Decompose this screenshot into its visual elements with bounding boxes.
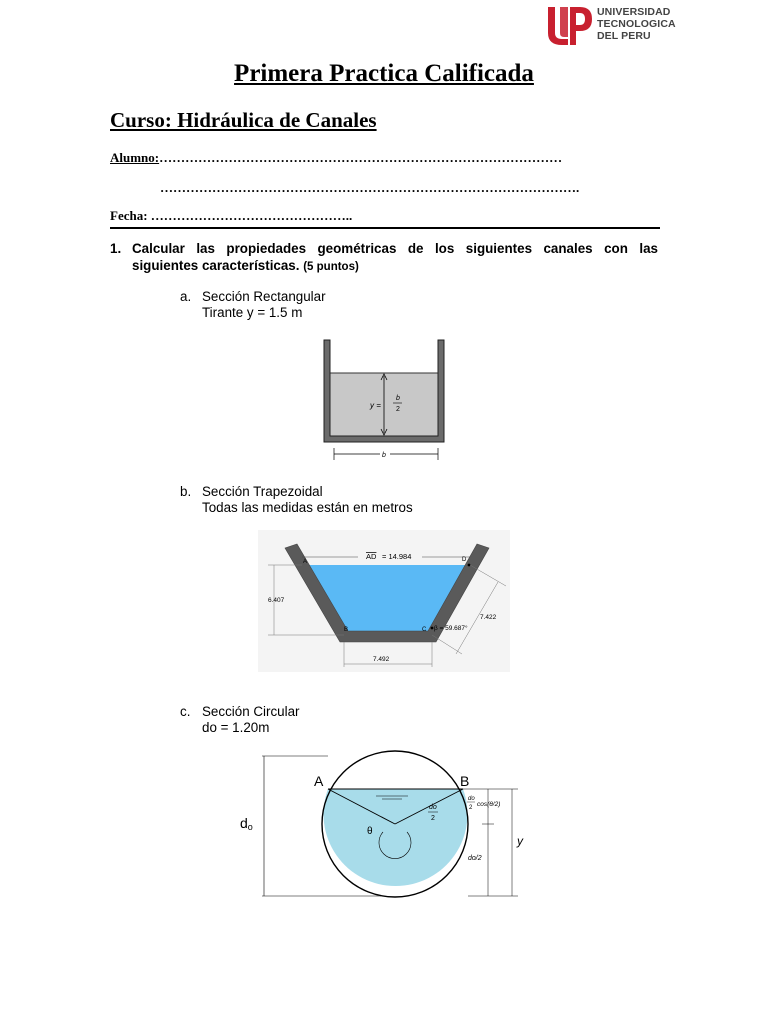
circ-do-letter: d [240,815,248,831]
circ-half-num: do [429,804,437,811]
alumno-label: Alumno: [110,150,160,165]
student-name-field [110,150,562,166]
circ-half-den: 2 [431,815,435,822]
fecha-label: Fecha: [110,208,148,223]
trap-point-a: A [303,559,308,565]
circ-theta-label: θ [367,826,373,837]
logo-line-3: DEL PERU [597,30,651,42]
alumno-dots: ………………………………………………………………………………… [159,150,563,165]
item-b [180,484,413,516]
logo-text [597,6,676,42]
item-title: Sección Trapezoidal [202,484,323,499]
item-a [180,289,326,321]
circ-do-subscript: o [247,822,253,832]
item-c [180,704,300,736]
trap-ad-value: = 14.984 [382,552,412,561]
date-field [110,208,352,224]
circ-point-a: A [314,773,324,789]
trap-point-c-marker [431,627,434,630]
rect-frac-num: b [396,395,400,402]
utp-logo-icon [546,3,594,47]
trap-point-d: D [462,557,467,563]
trap-point-b: B [344,627,349,633]
circ-cos-den: 2 [469,805,473,811]
question-text: Calcular las propiedades geométricas de los siguientes canales con las siguientes características. [132,241,658,273]
course-title: Curso: Hidráulica de Canales [110,108,377,132]
circ-point-b: B [460,773,470,789]
header-divider [110,227,660,229]
trap-ad-label: AD [366,552,377,561]
trap-slope-label: 7.422 [480,614,497,621]
trap-angle-label: β = 59.687° [434,625,468,632]
rectangular-channel-figure [318,336,450,464]
rect-frac-den: 2 [396,406,400,413]
item-letter: a. [180,289,192,304]
fecha-dots: ……………………………………….. [150,208,353,223]
circ-water [324,789,468,886]
question-number: 1. [110,241,122,256]
item-detail: do = 1.20m [202,720,270,735]
trapezoidal-channel-figure [258,530,510,672]
item-detail: Tirante y = 1.5 m [202,305,303,320]
logo-line-2: TECNOLOGICA [597,18,676,30]
question-1 [110,240,658,276]
item-letter: c. [180,704,191,719]
circ-cos-num: do [468,796,475,802]
circular-channel-figure [236,750,536,902]
trap-bottom-label: 7.492 [373,656,390,663]
item-title: Sección Rectangular [202,289,326,304]
circ-cos-text: cos(θ/2) [477,801,501,808]
trap-point-c: C [422,627,427,633]
question-points: (5 puntos) [303,261,359,273]
logo-line-1: UNIVERSIDAD [597,6,671,18]
item-letter: b. [180,484,192,499]
item-title: Sección Circular [202,704,300,719]
circ-do-label [240,815,253,832]
university-logo [546,3,676,49]
trap-height-label: 6.407 [268,597,285,604]
trap-point-d-marker [468,564,471,567]
page-title: Primera Practica Calificada [234,60,534,87]
item-detail: Todas las medidas están en metros [202,500,413,515]
student-name-dots-line-2: ……………………………………………………………………………………. [160,180,580,195]
circ-y-label: y [517,834,523,848]
rect-y-label: y = [370,401,381,410]
rect-b-label: b [382,452,386,459]
circ-do-half-label: do/2 [468,855,482,862]
